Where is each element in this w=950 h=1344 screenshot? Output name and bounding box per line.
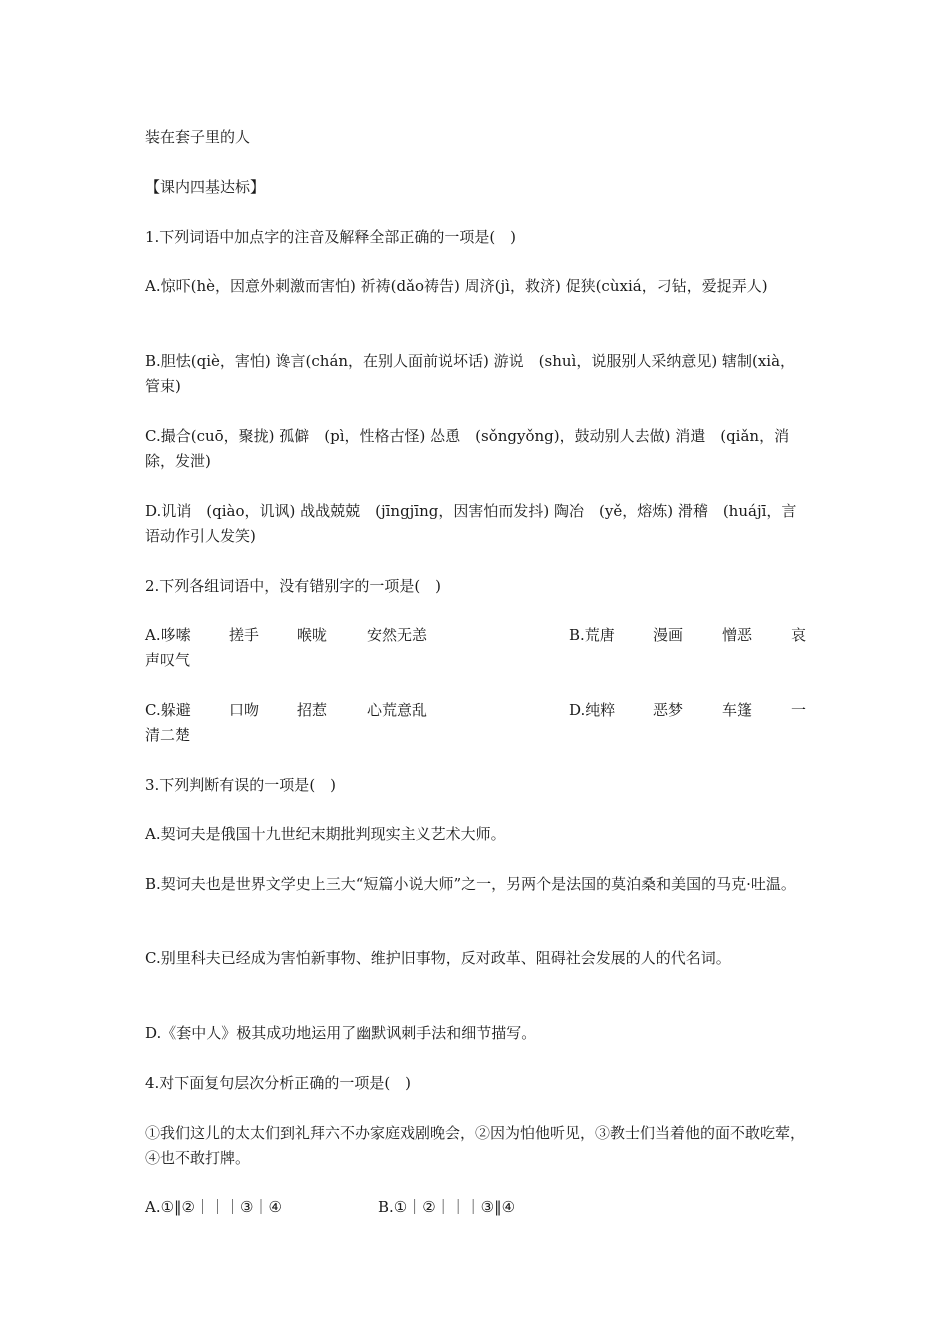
option-a-word-2: 搓手	[229, 626, 260, 644]
option-a-word-3: 喉咙	[297, 626, 328, 644]
option-b-word-2: 漫画	[653, 626, 684, 644]
question-4-options-row	[145, 1195, 807, 1220]
option-b-word-3: 憎恶	[722, 626, 753, 644]
question-4-stem: 4.对下面复句层次分析正确的一项是( )	[145, 1074, 412, 1092]
option-c-word-3: 招惹	[297, 701, 328, 719]
question-3-option-d: D.《套中人》极其成功地运用了幽默讽刺手法和细节描写。	[145, 1024, 537, 1042]
option-d-word-2: 恶梦	[653, 701, 684, 719]
option-d-word-4-start: 一	[791, 701, 807, 719]
option-d-word-3: 车篷	[722, 701, 753, 719]
option-a-word-1: A.哆嗦	[145, 626, 191, 644]
option-b-word-4-start: 哀	[791, 626, 807, 644]
question-2-options-row-1	[145, 623, 807, 648]
option-c-word-4: 心荒意乱	[367, 701, 428, 719]
question-2-stem: 2.下列各组词语中，没有错别字的一项是( )	[145, 577, 442, 595]
option-b-word-1: B.荒唐	[569, 626, 615, 644]
question-1-option-c: C.撮合(cuō，聚拢) 孤僻 (pì，性格古怪) 怂恿 (sǒngyǒng)，鼓动别人去做) 消遣 (qiǎn，消除，发泄)	[145, 427, 790, 470]
option-c-word-1: C.躲避	[145, 701, 191, 719]
option-b-word-4-end: 声叹气	[145, 651, 191, 669]
question-1-stem: 1.下列词语中加点字的注音及解释全部正确的一项是( )	[145, 228, 517, 246]
option-d-word-4-end: 清二楚	[145, 726, 191, 744]
option-a-word-4: 安然无恙	[367, 626, 428, 644]
question-1-option-a: A.惊吓(hè，因意外刺激而害怕) 祈祷(dǎo祷告) 周济(jì，救济) 促狭(cùxiá，刁钻，爱捉弄人)	[145, 277, 768, 295]
question-4-option-b: B.①｜②｜｜｜③‖④	[378, 1198, 516, 1216]
question-1-option-d: D.讥诮 (qiào，讥讽) 战战兢兢 (jīngjīng，因害怕而发抖) 陶冶 (yě，熔炼) 滑稽 (huájī，言语动作引人发笑)	[145, 502, 797, 545]
option-d-word-1: D.纯粹	[569, 701, 616, 719]
question-2-options-row-2	[145, 698, 807, 723]
question-3-stem: 3.下列判断有误的一项是( )	[145, 776, 337, 794]
question-3-option-a: A.契诃夫是俄国十九世纪末期批判现实主义艺术大师。	[145, 825, 506, 843]
document-title: 装在套子里的人	[145, 128, 251, 146]
option-c-word-2: 口吻	[229, 701, 260, 719]
question-3-option-c: C.别里科夫已经成为害怕新事物、维护旧事物，反对政革、阻碍社会发展的人的代名词。	[145, 949, 731, 967]
question-4-option-a: A.①‖②｜｜｜③｜④	[145, 1198, 282, 1216]
question-4-sentence: ①我们这儿的太太们到礼拜六不办家庭戏剧晚会，②因为怕他听见，③教士们当着他的面不敢吃荤，④也不敢打牌。	[145, 1124, 806, 1167]
question-1-option-b: B.胆怯(qiè，害怕) 谗言(chán，在别人面前说坏话) 游说 (shuì，说服别人采纳意见) 辖制(xià，管束)	[145, 352, 796, 395]
question-3-option-b: B.契诃夫也是世界文学史上三大“短篇小说大师”之一，另两个是法国的莫泊桑和美国的马克·吐温。	[145, 875, 796, 893]
section-heading: 【课内四基达标】	[145, 178, 266, 196]
